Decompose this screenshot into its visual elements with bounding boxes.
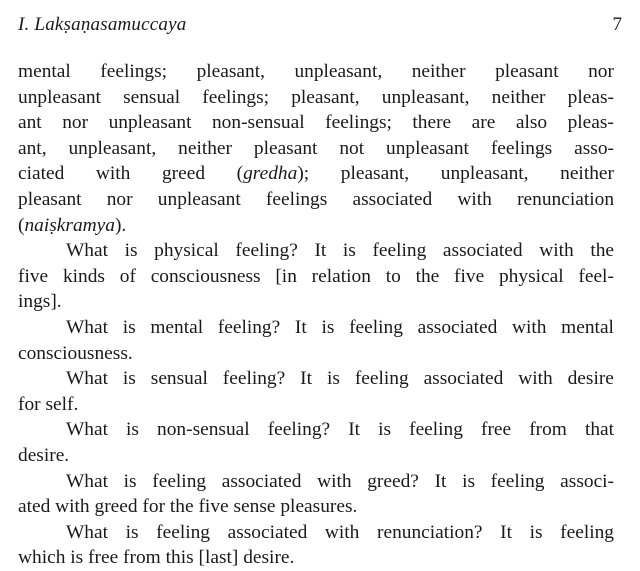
text-line: What is physical feeling? It is feeling associated with the: [66, 240, 615, 262]
page-header: [18, 14, 622, 38]
page-number: 7: [612, 14, 622, 35]
body-text: [18, 59, 614, 571]
text-line: desire.: [18, 444, 70, 466]
text-line: for self.: [18, 393, 79, 415]
text-line: five kinds of consciousness [in relation to the five physical feel-: [18, 265, 614, 287]
text-line: ings].: [18, 291, 62, 313]
text-line: which is free from this [last] desire.: [18, 547, 295, 569]
text-line: (naiṣkramya).: [18, 214, 127, 236]
text-line: What is mental feeling? It is feeling associated with mental: [66, 316, 614, 338]
text-line: consciousness.: [18, 342, 133, 364]
text-line: ant nor unpleasant non-sensual feelings; there are also pleas-: [18, 112, 614, 134]
text-line: What is feeling associated with greed? It is feeling associ-: [66, 470, 615, 492]
text-line: ciated with greed (gredha); pleasant, unpleasant, neither: [18, 163, 614, 185]
text-line: What is sensual feeling? It is feeling associated with desire: [66, 368, 614, 390]
text-line: ant, unpleasant, neither pleasant not unpleasant feelings asso-: [18, 137, 614, 159]
text-line: ated with greed for the five sense pleasures.: [18, 496, 358, 518]
text-line: mental feelings; pleasant, unpleasant, neither pleasant nor: [18, 61, 614, 82]
running-title: I. Lakṣaṇasamuccaya: [18, 14, 187, 35]
text-line: unpleasant sensual feelings; pleasant, unpleasant, neither pleas-: [18, 86, 614, 108]
text-line: pleasant nor unpleasant feelings associated with renunciation: [18, 188, 615, 210]
text-line: What is non-sensual feeling? It is feeling free from that: [66, 419, 615, 441]
text-line: What is feeling associated with renunciation? It is feeling: [66, 521, 614, 543]
